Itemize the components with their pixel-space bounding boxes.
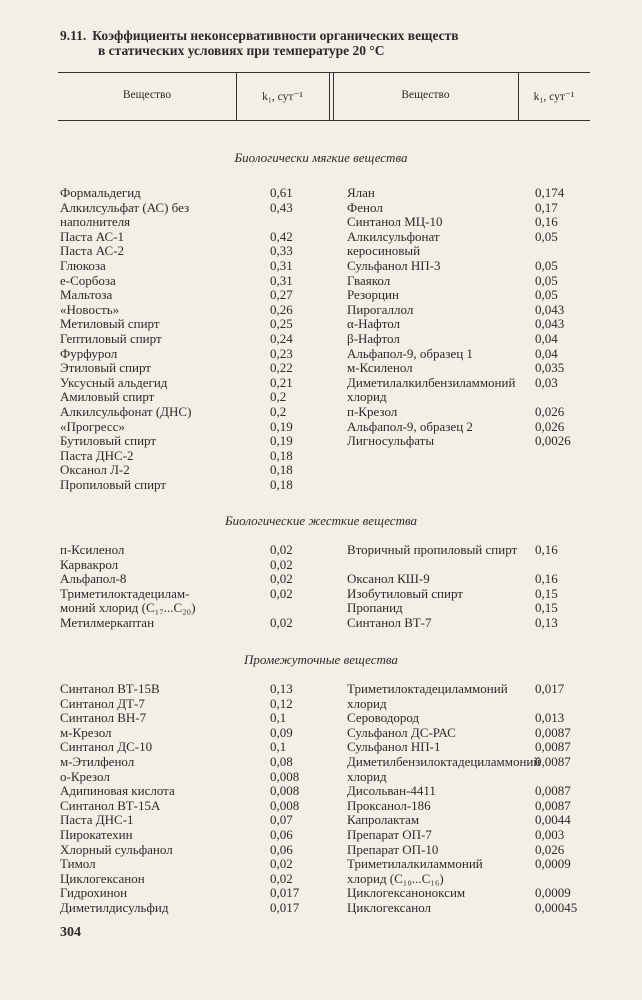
k1-value: 0,21 <box>270 374 293 390</box>
k1-value: 0,017 <box>535 681 565 696</box>
substance-name: Синтанол ДТ-7 <box>60 695 145 711</box>
substance-name: «Прогресс» <box>60 418 125 434</box>
k1-value: 0,174 <box>535 185 565 200</box>
substance-name: Синтанол ВТ-7 <box>347 615 432 630</box>
substance-name: Алкилсульфонат керосиновый <box>347 228 440 259</box>
k1-value: 0,008 <box>270 783 300 799</box>
section-title: Биологически мягкие вещества <box>234 150 408 165</box>
k1-value: 0,18 <box>270 477 293 492</box>
k1-value: 0,04 <box>535 331 558 346</box>
k1-value: 0,23 <box>270 345 293 361</box>
k1-value: 0,13 <box>270 681 293 696</box>
substance-name: Формальдегид <box>60 185 141 200</box>
k1-value: 0,33 <box>270 243 293 259</box>
table-number: 9.11. <box>60 28 87 43</box>
k1-value: 0,09 <box>270 724 293 740</box>
k1-value: 0,02 <box>270 856 293 872</box>
substance-name: Ялан <box>347 185 375 200</box>
substance-name: Препарат ОП-7 <box>347 827 432 842</box>
substance-name: Диметилдисульфид <box>60 900 169 915</box>
header-k1: k₁, сут⁻¹ <box>262 91 303 103</box>
k1-value: 0,00045 <box>535 900 578 915</box>
k1-value: 0,013 <box>535 710 565 726</box>
header-k1-2: k₁, сут⁻¹ <box>533 91 575 103</box>
substance-name: моний хлорид (C₁₇...C₂₀) <box>60 600 196 616</box>
k1-value: 0,16 <box>535 214 558 230</box>
k1-value: 0,0044 <box>535 812 571 828</box>
header-bottom-rule <box>58 120 590 121</box>
substance-name: Синтанол ВН-7 <box>60 710 147 726</box>
k1-value: 0,02 <box>270 615 293 630</box>
k1-value: 0,05 <box>535 258 558 273</box>
substance-name: Проксанол-186 <box>347 797 431 813</box>
substance-name: Гваякол <box>347 272 391 288</box>
k1-value: 0,05 <box>535 287 558 303</box>
substance-name: Триметилалкиламмоний хлорид (C₁₀...C₁₆) <box>347 856 483 886</box>
header-top-rule <box>58 72 590 73</box>
k1-value: 0,16 <box>535 542 558 557</box>
k1-value: 0,0009 <box>535 856 571 872</box>
k1-value: 0,026 <box>535 404 565 419</box>
substance-name: Метиловый спирт <box>60 316 160 332</box>
substance-name: Пирогаллол <box>347 301 414 317</box>
k1-value: 0,06 <box>270 827 293 842</box>
substance-name: Карвакрол <box>60 556 119 572</box>
substance-name: Синтанол ДС-10 <box>60 739 153 755</box>
k1-value: 0,19 <box>270 433 293 449</box>
k1-value: 0,61 <box>270 185 293 200</box>
substance-name: Пирокатехин <box>60 827 133 842</box>
substance-name: Паста ДНС-2 <box>60 447 134 463</box>
substance-name: Алкилсульфат (АС) без наполнителя <box>60 199 190 230</box>
section-title: Биологические жесткие вещества <box>224 513 418 528</box>
substance-name: Вторичный пропиловый спирт <box>347 542 518 557</box>
k1-value: 0,18 <box>270 462 293 478</box>
k1-value: 0,31 <box>270 258 293 273</box>
k1-value: 0,12 <box>270 695 293 711</box>
substance-name: Альфапол-9, образец 1 <box>347 345 473 361</box>
substance-name: β-Нафтол <box>347 331 400 346</box>
k1-value: 0,0026 <box>535 433 571 449</box>
substance-name: Триметилоктадецилам- <box>60 585 190 601</box>
k1-value: 0,15 <box>535 585 558 601</box>
k1-value: 0,008 <box>270 768 300 784</box>
title-line-2: в статических условиях при температуре 20 °C <box>98 43 385 58</box>
substance-name: Триметилоктадециламмоний хлорид <box>347 681 508 711</box>
substance-name: м-Ксиленол <box>347 360 413 376</box>
substance-name: Резорцин <box>347 287 399 303</box>
substance-name: Циклогексаноноксим <box>347 885 466 901</box>
k1-value: 0,02 <box>270 870 293 886</box>
substance-name: Тимол <box>60 856 96 872</box>
k1-value: 0,0087 <box>535 783 571 799</box>
substance-name: м-Этилфенол <box>60 754 135 769</box>
substance-name: Лигносульфаты <box>347 433 435 449</box>
k1-value: 0,0087 <box>535 739 571 755</box>
section-title: Промежуточные вещества <box>244 652 398 667</box>
substance-name: Изобутиловый спирт <box>347 585 463 601</box>
k1-value: 0,31 <box>270 272 293 288</box>
substance-name: Пропиловый спирт <box>60 477 167 492</box>
header-substance-2: Вещество <box>401 89 450 101</box>
substance-name: «Новость» <box>60 301 120 317</box>
title-line-1: Коэффициенты неконсервативности органических веществ <box>92 28 459 43</box>
substance-name: Глюкоза <box>60 258 106 273</box>
k1-value: 0,003 <box>535 827 565 842</box>
substance-name: Амиловый спирт <box>60 389 155 405</box>
substance-name: Оксанол Л-2 <box>60 462 130 478</box>
substance-name: Бутиловый спирт <box>60 433 157 449</box>
k1-value: 0,008 <box>270 797 300 813</box>
substance-name: Диметилалкилбензиламмоний хлорид <box>347 374 516 405</box>
substance-name: e-Сорбоза <box>60 272 116 288</box>
k1-value: 0,02 <box>270 556 293 572</box>
table-title <box>60 28 600 58</box>
k1-value: 0,2 <box>270 389 287 405</box>
substance-name: Гептиловый спирт <box>60 331 162 346</box>
substance-name: α-Нафтол <box>347 316 401 332</box>
substance-name: Метилмеркаптан <box>60 615 155 630</box>
k1-value: 0,0087 <box>535 724 571 740</box>
k1-value: 0,16 <box>535 571 558 587</box>
k1-value: 0,026 <box>535 841 565 857</box>
k1-value: 0,04 <box>535 345 558 361</box>
substance-name: Паста АС-1 <box>60 228 125 244</box>
k1-value: 0,043 <box>535 316 565 332</box>
substance-name: Препарат ОП-10 <box>347 841 439 857</box>
substance-name: Синтанол ВТ-15А <box>60 797 161 813</box>
substance-name: Синтанол МЦ-10 <box>347 214 443 230</box>
k1-value: 0,19 <box>270 418 293 434</box>
substance-name: Сульфанол НП-3 <box>347 258 441 273</box>
substance-name: Пропанид <box>347 600 403 616</box>
k1-value: 0,1 <box>270 710 287 726</box>
header-substance: Вещество <box>122 89 172 101</box>
k1-value: 0,2 <box>270 404 287 419</box>
k1-value: 0,08 <box>270 754 293 769</box>
substance-name: п-Крезол <box>347 404 398 419</box>
k1-value: 0,43 <box>270 199 293 215</box>
header-divider <box>329 72 330 120</box>
k1-value: 0,25 <box>270 316 293 332</box>
substance-name: Дисольван-4411 <box>347 783 436 799</box>
k1-value: 0,24 <box>270 331 293 346</box>
k1-value: 0,043 <box>535 301 565 317</box>
k1-value: 0,05 <box>535 228 558 244</box>
k1-value: 0,02 <box>270 585 293 601</box>
substance-name: Альфапол-8 <box>60 571 127 587</box>
substance-name: Сульфанол НП-1 <box>347 739 441 755</box>
substance-name: Сероводород <box>347 710 420 726</box>
k1-value: 0,22 <box>270 360 293 376</box>
k1-value: 0,02 <box>270 571 293 587</box>
k1-value: 0,026 <box>535 418 565 434</box>
k1-value: 0,18 <box>270 447 293 463</box>
substance-name: Фурфурол <box>60 345 118 361</box>
k1-value: 0,017 <box>270 900 300 915</box>
substance-name: Паста АС-2 <box>60 243 125 259</box>
k1-value: 0,1 <box>270 739 287 755</box>
k1-value: 0,02 <box>270 542 293 557</box>
k1-value: 0,17 <box>535 199 558 215</box>
substance-name: Гидрохинон <box>60 885 128 901</box>
substance-name: Хлорный сульфанол <box>60 841 173 857</box>
substance-name: Диметилбензилоктадециламмоний хлорид <box>347 754 541 784</box>
substance-name: Альфапол-9, образец 2 <box>347 418 473 434</box>
k1-value: 0,27 <box>270 287 293 303</box>
substance-name: п-Ксиленол <box>60 542 125 557</box>
substance-name: Сульфанол ДС-РАС <box>347 724 456 740</box>
k1-value: 0,13 <box>535 615 558 630</box>
substance-name: Циклогексанол <box>347 900 432 915</box>
k1-value: 0,15 <box>535 600 558 616</box>
substance-name: Циклогексанон <box>60 870 145 886</box>
page-number: 304 <box>60 925 81 940</box>
k1-value: 0,035 <box>535 360 565 376</box>
k1-value: 0,0087 <box>535 754 571 769</box>
substance-name: Синтанол ВТ-15В <box>60 681 160 696</box>
substance-name: Фенол <box>347 199 383 215</box>
k1-value: 0,017 <box>270 885 300 901</box>
k1-value: 0,0009 <box>535 885 571 901</box>
substance-name: Адипиновая кислота <box>60 783 175 799</box>
substance-name: Паста ДНС-1 <box>60 812 134 828</box>
k1-value: 0,03 <box>535 374 558 390</box>
k1-value: 0,06 <box>270 841 293 857</box>
substance-name: Уксусный альдегид <box>60 374 168 390</box>
substance-name: о-Крезол <box>60 768 110 784</box>
substance-name: Капролактам <box>347 812 420 828</box>
substance-name: Мальтоза <box>60 287 113 303</box>
k1-value: 0,07 <box>270 812 293 828</box>
k1-value: 0,42 <box>270 228 293 244</box>
substance-name: м-Крезол <box>60 724 112 740</box>
substance-name: Оксанол КШ-9 <box>347 571 430 587</box>
k1-value: 0,05 <box>535 272 558 288</box>
k1-value: 0,26 <box>270 301 293 317</box>
substance-name: Алкилсульфонат (ДНС) <box>60 404 192 419</box>
k1-value: 0,0087 <box>535 797 571 813</box>
substance-name: Этиловый спирт <box>60 360 151 376</box>
